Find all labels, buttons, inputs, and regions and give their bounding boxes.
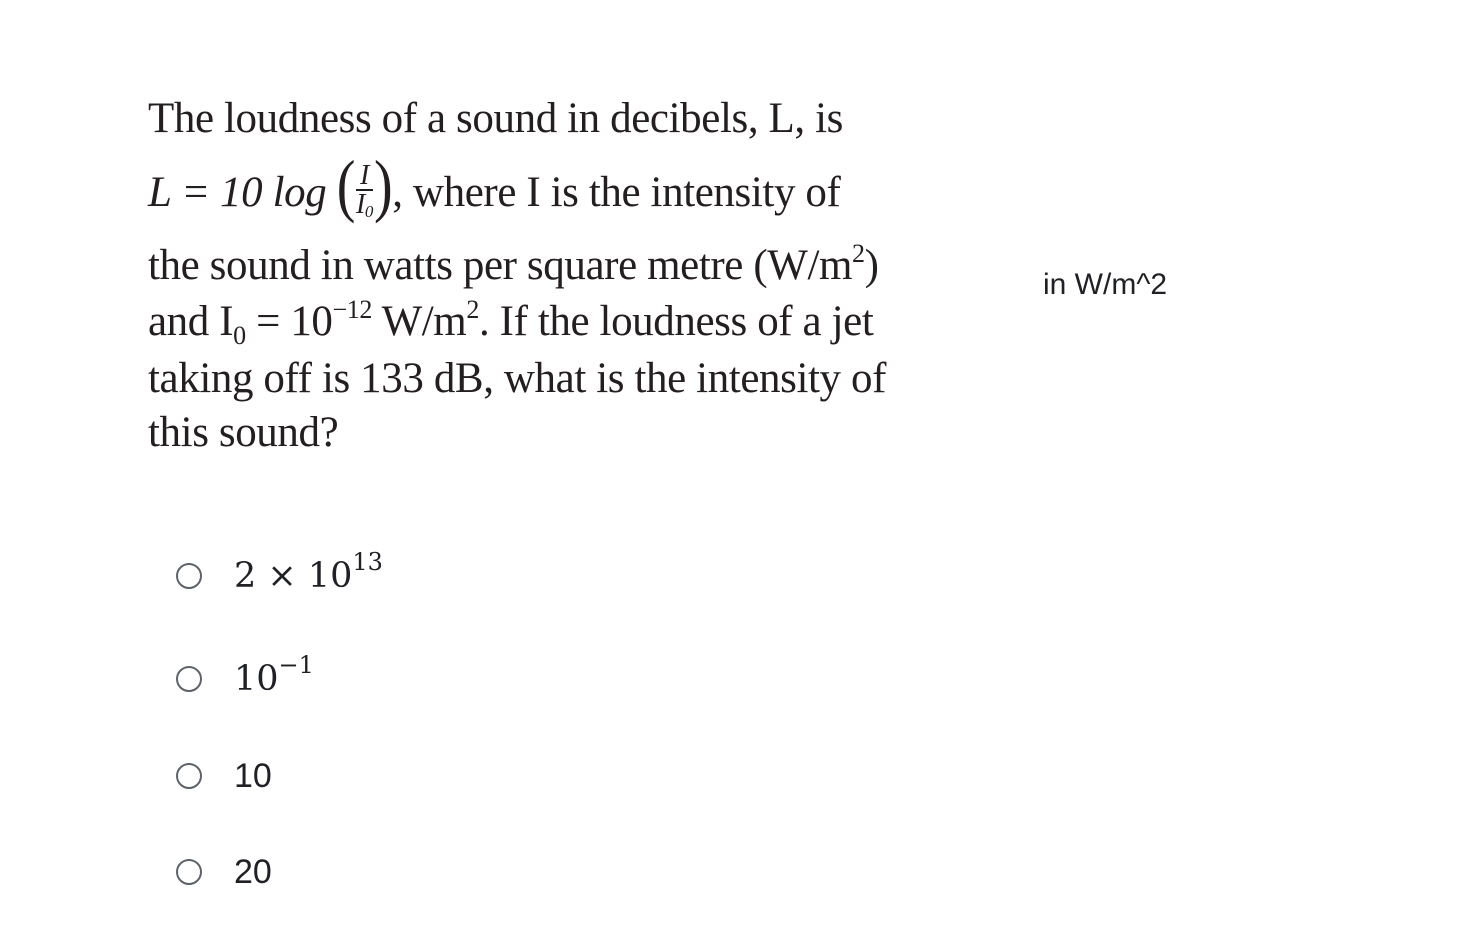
question-line-1: The loudness of a sound in decibels, L, is — [148, 95, 843, 142]
question-line-4: and $I_0 = 10^{-12}$ $W/m^2$. If the loudness of a jet — [148, 295, 874, 350]
fraction-denominator: $I_0$ — [355, 188, 374, 221]
answer-option-2[interactable] — [176, 651, 314, 703]
formula-suffix: , where I is the intensity of — [392, 169, 841, 216]
answer-option-3[interactable] — [176, 752, 272, 800]
question-line-6: this sound? — [148, 409, 339, 456]
question-line-5: taking off is 133 dB, what is the intensity of — [148, 355, 887, 402]
option-label: 10 — [234, 756, 272, 795]
radio-button-icon[interactable] — [176, 666, 202, 692]
answer-option-4[interactable] — [176, 848, 272, 896]
question-formula-line — [148, 147, 841, 226]
fraction-numerator: I — [356, 163, 373, 191]
option-label: $2 \times 10^{13}$ — [234, 548, 383, 596]
question-line-3: the sound in watts per square metre $(W/m^2)$ — [148, 239, 879, 289]
option-label: $10^{-1}$ — [234, 651, 314, 699]
left-paren: ( — [336, 147, 355, 225]
answer-option-1[interactable] — [176, 548, 383, 600]
intensity-ratio-fraction — [355, 159, 374, 222]
right-paren: ) — [374, 147, 393, 225]
radio-button-icon[interactable] — [176, 859, 202, 885]
units-note: in W/m^2 — [1043, 268, 1168, 301]
radio-button-icon[interactable] — [176, 563, 202, 589]
option-label: 20 — [234, 852, 272, 891]
formula-prefix: L = 10 log — [148, 169, 327, 216]
radio-button-icon[interactable] — [176, 763, 202, 789]
